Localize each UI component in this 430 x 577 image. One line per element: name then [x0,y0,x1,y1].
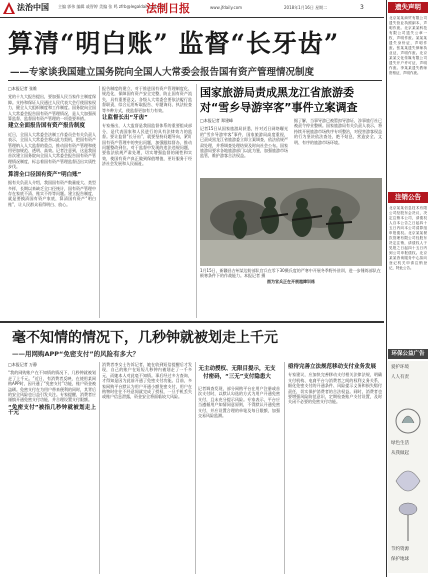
lead-column-2 [102,86,192,318]
lower-column-4 [288,362,382,574]
secondary-paragraph: 记者15日从国家旅游局获悉，针对近日网络曝光的“雪乡导游宰客”事件，国家旅游局高度重视，已责成黑龙江省旅游委立即立案调查，依法依规严肃处理，并将调查处理结果及时向社会公布。国家旅游局要求各地旅游部门以此为鉴，加强旅游市场监管，维护游客合法权益。 [200,126,288,159]
section-name: 法治中国 [17,3,49,12]
section-divider [0,321,384,323]
lower-byline: □本报记者 万静 [8,362,38,367]
lower-subhead: “免密支付”被指几秒钟就被划走上千元 [8,404,96,417]
lower-paragraph: “我的网购账户在不知情的情况下，几秒钟就被划走了上千元。”近日，有消费者反映，在使用某网购APP时，因开通了“免密支付”功能，账户资金被盗刷。免密支付在为用户带来便利的同时，其背后的安全风险也日益引发关注。专家提醒，消费者应谨慎开通免密支付功能，并合理设置支付限额。 [8,370,96,403]
page-number: 3 [360,4,364,11]
column-divider [99,362,100,574]
environment-slogan: 保护地球 [391,557,409,562]
website-url[interactable]: www.jfdaily.com [210,5,243,10]
environment-ad [388,361,428,573]
secondary-byline: □本报记者 郑建峰 [200,118,234,123]
soldiers-photo-illustration [200,178,382,266]
environment-slogan: 爱护环境 [391,365,409,370]
column-divider [196,84,197,318]
secondary-headline: 国家旅游局责成黑龙江省旅游委对“雪乡导游宰客”事件立案调查 [200,86,358,114]
lower-column-3 [198,386,280,574]
divider [8,80,382,81]
secondary-column-1 [200,118,288,176]
newspaper-logo: 法制日报 [146,2,190,15]
lead-paragraph: 据有关负责人介绍，我国国有资产数量庞大、类型多样，长期以来缺乏全口径统计，国有资产管理中存在家底不清、账实不符等问题。建立报告制度，就是要摸清国有资产家底，算清国有资产“明白账”，让人民群众看得明白、放心。 [8,180,96,207]
lead-subhead: 建立全面报告国有资产报告制度 [8,123,86,130]
lower-paragraph: 专家建议，应加快完善移动支付相关法律法规，明确支付机构、电商平台与消费者之间的权利义务关系，细化免密支付的开通条件、风险提示义务和损失赔付责任，切实保护消费者的合法权益。同时，消费者也要增强风险防范意识，定期检查账户支付设置，及时关闭不必要的免密支付功能。 [288,372,382,405]
environment-illustration [388,361,428,573]
secondary-paragraph: 据了解，当事导游已被暂扣导游证，涉事旅行社已被责令停业整顿。国家旅游局有关负责人表示，将持续开展旅游市场秩序专项整治，对侵害游客权益的行为坚决依法查处，绝不姑息，营造安全、文明、有序的旅游市场环境。 [294,118,382,145]
lead-subhead: 算清全口径国有资产“明白账” [8,171,82,178]
lead-column-1 [8,86,96,318]
environment-slogan: 人人有责 [391,375,409,380]
lead-paragraph: 近日，全国人大常委会法制工作委员会有关负责人表示，全国人大常委会将以此为契机，把国有资产管理纳入人大监督的重点，推动国有资产管理和使用更加规范、透明、高效。记者注意到，这是我国首次建立国务院向全国人大常委会报告国有资产管理情况制度，标志着国有资产管理监督迈出实质性步伐。 [8,131,96,170]
lower-paragraph: 记者调查发现，部分网购平台在用户注册或首次支付时，以默认勾选的方式为用户开通免密支付，且未充分提示风险。专家表示，平台应当遵循用户知情同意原则，不得默认开通免密支付，并应设置合理的单笔及每日限额，加强交易风险监测。 [198,386,280,419]
emblem-icon [3,2,15,14]
environment-slogan: 绿色生活 [391,441,409,446]
environment-slogan: 从我做起 [391,451,409,456]
notice-text: 北京某某商贸有限公司遗失营业执照副本，声明作废。北京某某科技有限公司遗失公章一枚，声明作废。某某某遗失身份证，声明作废。张某某遗失律师执业证，声明作废。北京某某文化传媒有限公司遗失开户许可证，声明作废。李某某遗失教师资格证，声明作废。 [389,16,427,75]
issue-date: 2018年1月16日 星期二 [284,5,328,10]
column-divider [284,362,285,574]
lower-subhead: 亟待完善立法规范移动支付业务发展 [288,364,377,370]
lower-inline-heading: 无主动授权、无限目提示，无支付密码，“三无”支付隐患大 [198,366,276,380]
deregistration-title: 注销公告 [388,192,428,203]
environment-ad-title: 环保公益广告 [388,349,428,359]
masthead [0,0,384,18]
notice-title: 遗失声明 [388,2,428,13]
caption-credit: 图为官兵正在开展越障训练 [267,278,315,284]
lead-subheadline: ——专家谈我国建立国务院向全国人大常委会报告国有资产管理情况制度 [10,67,315,78]
lead-paragraph: 报告制度的建立，对于推进国有资产管理制度化、规范化，保障国有资产安全完整，防止国有资产流失，具有重要意义。各级人大常委会要依法履行监督职责，综合运用听取报告、专题询问、执法检查等多种方式，使监督更加有力有效。 [102,86,192,113]
environment-slogan: 节约资源 [391,547,409,552]
lead-paragraph: 专家指出，人大监督是我国监督体系的重要组成部分，是代表国家和人民进行的具有法律效力的监督。要让监督“长牙齿”，就要坚持问题导向，紧盯国有资产管理中的突出问题，加强跟踪督办，推动问题整改到位。对于监督中发现的违法违规问题，要依法依规严肃处理，切实增强监督的刚性和实效，使国有资产真正做到保值增值，更好服务于经济社会发展和人民福祉。 [102,123,192,167]
photo-caption [200,268,382,284]
news-photo [200,178,382,266]
secondary-column-2 [294,118,382,176]
lower-headline: 毫不知情的情况下，几秒钟就被划走上千元 [12,330,278,346]
caption-text: 1月15日，新疆昌吉州某边防部队官兵在零下30摄氏度的严寒中开展冬季野外驻训，进一步锤炼部队在极寒条件下的作战能力。本报记者 摄 [200,268,381,279]
deregistration-text: 北京某某信息技术有限公司经股东会决议，决定注销本公司，请债权人自本公告之日起四十五日内向本公司清算组申报债权。北京某某餐饮管理有限公司经股东决定注销，请债权人于见报之日起四十五日内到公司申报债权。北京某某咨询服务中心拟向登记机关申请注销登记，特此公告。 [389,206,427,270]
lead-subhead: 让监督长出“牙齿” [102,115,148,122]
lead-paragraph: 党的十九大报告提出，要加强人民当家作主制度保障。支持和保证人民通过人民代表大会行使国家权力，健全人大组织制度和工作制度。国务院向全国人大常委会报告国有资产管理情况，是人大加强预算监督、监督国有资产管理的一项重要举措。 [8,94,96,122]
lower-subheadline: ——用网购APP“免密支付”的风险有多大？ [12,350,140,358]
column-divider [99,86,100,318]
lead-byline: □本报记者 张维 [8,86,38,91]
lower-paragraph: 消费者李女士告诉记者，她在收到短信提醒后才发现，自己的账户在短短几秒钟内被划走了一千多元，而她本人对此毫不知情。事后经过多方查询，才得知是因为此前开通了免密支付功能。目前，多家网购平台默认为用户开通小额免密支付，用户在购物时往往不经意间就完成了授权，一旦手机丢失或账户信息泄露，资金安全将面临较大风险。 [102,362,192,400]
column-divider [195,362,196,574]
lead-headline: 算清“明白账” 监督“长牙齿” [8,29,340,58]
lower-column-1 [8,362,96,574]
lower-column-2 [102,362,192,574]
editor-credits: 主编 郭伟 编辑 戚智婷 美编 张 鸣 zfrb@legaldaily.com.cn [58,4,166,9]
